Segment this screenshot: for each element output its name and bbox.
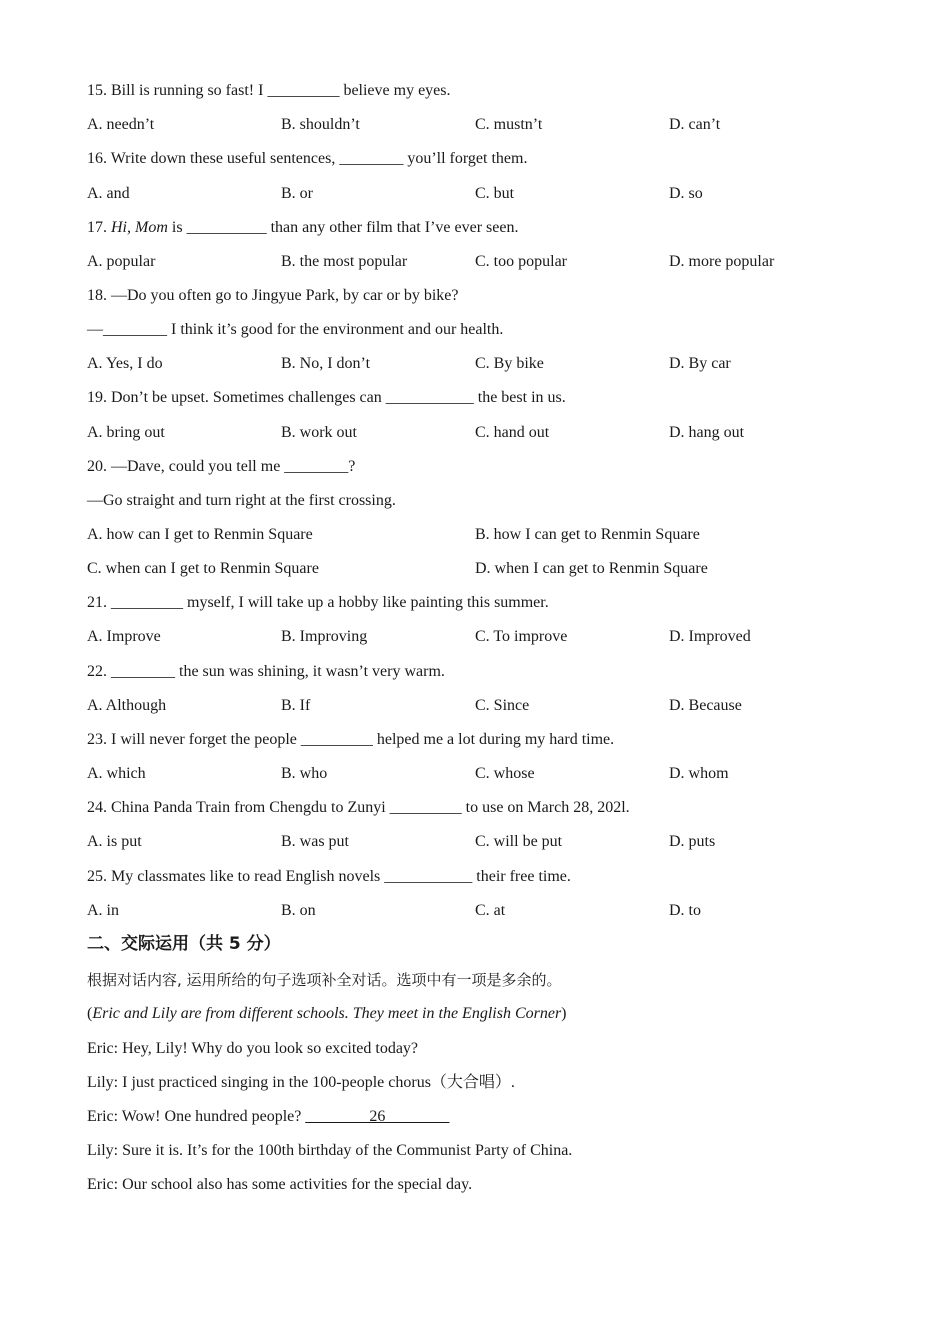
- question-15-stem: 15. Bill is running so fast! I _________ believe my eyes.: [87, 82, 451, 99]
- option-17-d[interactable]: D. more popular: [669, 253, 775, 270]
- option-20-d[interactable]: D. when I can get to Renmin Square: [475, 560, 708, 577]
- option-19-d[interactable]: D. hang out: [669, 424, 745, 441]
- option-24-b[interactable]: B. was put: [281, 833, 349, 850]
- option-19-b[interactable]: B. work out: [281, 424, 357, 441]
- option-20-c[interactable]: C. when can I get to Renmin Square: [87, 560, 319, 577]
- dialogue-line-3: Eric: Wow! One hundred people? ________26________: [87, 1108, 450, 1125]
- question-20-stem: 20. —Dave, could you tell me ________?: [87, 458, 356, 475]
- option-23-d[interactable]: D. whom: [669, 765, 729, 782]
- question-17-stem: 17. Hi, Mom is __________ than any other film that I’ve ever seen.: [87, 219, 519, 236]
- section-heading: 二、交际运用（共 5 分）: [87, 934, 281, 954]
- option-18-d[interactable]: D. By car: [669, 355, 731, 372]
- option-17-c[interactable]: C. too popular: [475, 253, 567, 270]
- option-20-b[interactable]: B. how I can get to Renmin Square: [475, 526, 700, 543]
- option-20-a[interactable]: A. how can I get to Renmin Square: [87, 526, 313, 543]
- option-15-c[interactable]: C. mustn’t: [475, 116, 543, 133]
- option-25-c[interactable]: C. at: [475, 902, 506, 919]
- option-15-b[interactable]: B. shouldn’t: [281, 116, 360, 133]
- section-instruction: 根据对话内容, 运用所给的句子选项补全对话。选项中有一项是多余的。: [87, 971, 562, 989]
- option-24-c[interactable]: C. will be put: [475, 833, 563, 850]
- option-15-d[interactable]: D. can’t: [669, 116, 721, 133]
- question-20-reply: —Go straight and turn right at the first crossing.: [87, 492, 396, 509]
- question-19-stem: 19. Don’t be upset. Sometimes challenges can ___________ the best in us.: [87, 389, 566, 406]
- option-17-b[interactable]: B. the most popular: [281, 253, 408, 270]
- option-21-c[interactable]: C. To improve: [475, 628, 568, 645]
- option-17-a[interactable]: A. popular: [87, 253, 156, 270]
- option-25-b[interactable]: B. on: [281, 902, 316, 919]
- option-25-d[interactable]: D. to: [669, 902, 701, 919]
- option-16-d[interactable]: D. so: [669, 185, 703, 202]
- option-18-c[interactable]: C. By bike: [475, 355, 544, 372]
- option-15-a[interactable]: A. needn’t: [87, 116, 155, 133]
- option-22-b[interactable]: B. If: [281, 697, 311, 714]
- option-22-c[interactable]: C. Since: [475, 697, 530, 714]
- option-21-a[interactable]: A. Improve: [87, 628, 161, 645]
- option-19-c[interactable]: C. hand out: [475, 424, 550, 441]
- option-22-d[interactable]: D. Because: [669, 697, 742, 714]
- option-16-b[interactable]: B. or: [281, 185, 313, 202]
- dialogue-line-1: Eric: Hey, Lily! Why do you look so excited today?: [87, 1040, 419, 1057]
- option-21-d[interactable]: D. Improved: [669, 628, 751, 645]
- option-18-a[interactable]: A. Yes, I do: [87, 355, 163, 372]
- question-16-stem: 16. Write down these useful sentences, ________ you’ll forget them.: [87, 150, 528, 167]
- option-24-d[interactable]: D. puts: [669, 833, 716, 850]
- option-19-a[interactable]: A. bring out: [87, 424, 165, 441]
- question-25-stem: 25. My classmates like to read English novels ___________ their free time.: [87, 868, 571, 885]
- question-18-reply: —________ I think it’s good for the environment and our health.: [87, 321, 504, 338]
- option-16-c[interactable]: C. but: [475, 185, 515, 202]
- option-25-a[interactable]: A. in: [87, 902, 119, 919]
- option-22-a[interactable]: A. Although: [87, 697, 167, 714]
- dialogue-line-5: Eric: Our school also has some activities for the special day.: [87, 1176, 473, 1193]
- film-title: Hi, Mom: [111, 219, 168, 236]
- dialogue-line-4: Lily: Sure it is. It’s for the 100th birthday of the Communist Party of China.: [87, 1142, 573, 1159]
- option-21-b[interactable]: B. Improving: [281, 628, 368, 645]
- dialogue-context: (Eric and Lily are from different schools. They meet in the English Corner): [87, 1005, 567, 1022]
- option-16-a[interactable]: A. and: [87, 185, 130, 202]
- question-23-stem: 23. I will never forget the people _________ helped me a lot during my hard time.: [87, 731, 615, 748]
- question-18-stem: 18. —Do you often go to Jingyue Park, by car or by bike?: [87, 287, 459, 304]
- option-23-b[interactable]: B. who: [281, 765, 328, 782]
- option-18-b[interactable]: B. No, I don’t: [281, 355, 371, 372]
- question-21-stem: 21. _________ myself, I will take up a hobby like painting this summer.: [87, 594, 549, 611]
- option-24-a[interactable]: A. is put: [87, 833, 142, 850]
- option-23-c[interactable]: C. whose: [475, 765, 535, 782]
- question-22-stem: 22. ________ the sun was shining, it wasn’t very warm.: [87, 663, 445, 680]
- dialogue-line-2: Lily: I just practiced singing in the 100-people chorus（大合唱）.: [87, 1074, 515, 1091]
- blank-26[interactable]: ________26________: [305, 1108, 450, 1125]
- question-24-stem: 24. China Panda Train from Chengdu to Zunyi _________ to use on March 28, 202l.: [87, 799, 630, 816]
- option-23-a[interactable]: A. which: [87, 765, 146, 782]
